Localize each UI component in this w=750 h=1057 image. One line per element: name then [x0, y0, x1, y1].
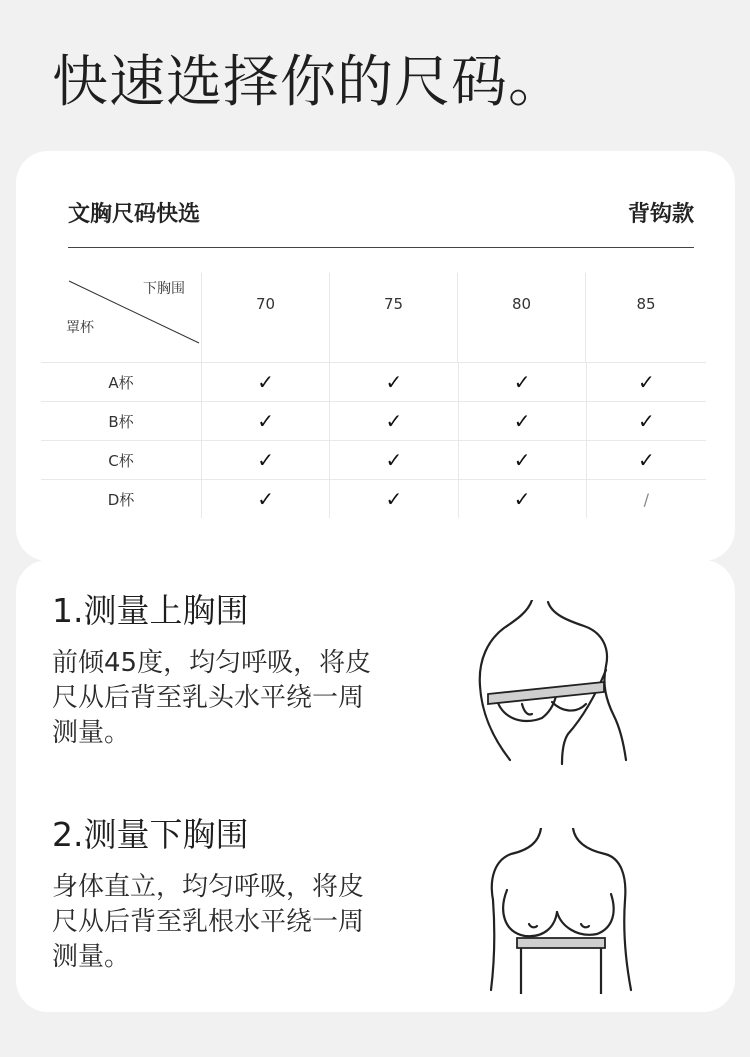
size-cell — [459, 363, 587, 401]
size-cell — [459, 402, 587, 440]
check-icon: ✓ — [385, 370, 403, 394]
size-cell — [202, 402, 330, 440]
upper-bust-illustration-icon — [466, 600, 656, 770]
size-cell — [587, 402, 706, 440]
step-title: 1.测量上胸围 — [52, 591, 249, 630]
slash-icon: / — [643, 489, 650, 509]
size-cell — [330, 480, 458, 518]
step-text-line: 前倾45度，均匀呼吸，将皮 — [52, 648, 372, 678]
check-icon: ✓ — [257, 448, 275, 472]
check-icon: ✓ — [385, 409, 403, 433]
cup-row-label: B杯 — [41, 402, 202, 440]
col-header: 75 — [330, 273, 458, 362]
check-icon: ✓ — [513, 370, 531, 394]
table-style-label: 背钩款 — [627, 202, 694, 227]
step-text-line: 测量。 — [52, 718, 131, 748]
table-header — [68, 197, 694, 248]
check-icon: ✓ — [513, 487, 531, 511]
col-header: 85 — [636, 295, 656, 313]
underbust-label: 下胸围 — [143, 281, 185, 297]
size-grid — [41, 273, 706, 518]
table-title: 文胸尺码快选 — [68, 202, 201, 227]
table-row — [41, 441, 706, 480]
check-icon: ✓ — [513, 448, 531, 472]
grid-header-row — [41, 273, 706, 363]
step-text-line: 测量。 — [52, 942, 131, 972]
size-cell — [587, 441, 706, 479]
measure-guide-card — [16, 560, 735, 1012]
check-icon: ✓ — [257, 370, 275, 394]
check-icon: ✓ — [385, 448, 403, 472]
step-text-line: 尺从后背至乳头水平绕一周 — [52, 683, 365, 713]
table-row — [41, 480, 706, 518]
step-underbust — [52, 814, 364, 975]
page-title: 快速选择你的尺码。 — [52, 50, 565, 115]
size-cell — [459, 441, 587, 479]
cup-row-label: C杯 — [41, 441, 202, 479]
step-title: 2.测量下胸围 — [52, 815, 249, 854]
size-cell — [330, 402, 458, 440]
cup-row-label: D杯 — [41, 480, 202, 518]
size-cell — [202, 363, 330, 401]
check-icon: ✓ — [513, 409, 531, 433]
underbust-illustration-icon — [481, 828, 641, 994]
col-header: 70 — [202, 273, 330, 362]
check-icon: ✓ — [637, 370, 655, 394]
size-cell — [587, 363, 706, 401]
size-cell — [330, 441, 458, 479]
cup-row-label: A杯 — [41, 363, 202, 401]
size-cell — [202, 441, 330, 479]
step-text-line: 尺从后背至乳根水平绕一周 — [52, 907, 365, 937]
check-icon: ✓ — [385, 487, 403, 511]
check-icon: ✓ — [637, 448, 655, 472]
size-cell — [587, 480, 706, 518]
step-text-line: 身体直立，均匀呼吸，将皮 — [52, 872, 365, 902]
corner-cell — [41, 273, 202, 362]
size-table-card — [16, 151, 735, 561]
check-icon: ✓ — [257, 487, 275, 511]
size-cell — [459, 480, 587, 518]
check-icon: ✓ — [257, 409, 275, 433]
col-header: 80 — [458, 273, 586, 362]
cup-label: 罩杯 — [66, 320, 94, 336]
size-cell — [202, 480, 330, 518]
check-icon: ✓ — [637, 409, 655, 433]
step-upper-bust — [52, 590, 371, 751]
size-cell — [330, 363, 458, 401]
table-row — [41, 402, 706, 441]
table-row — [41, 363, 706, 402]
